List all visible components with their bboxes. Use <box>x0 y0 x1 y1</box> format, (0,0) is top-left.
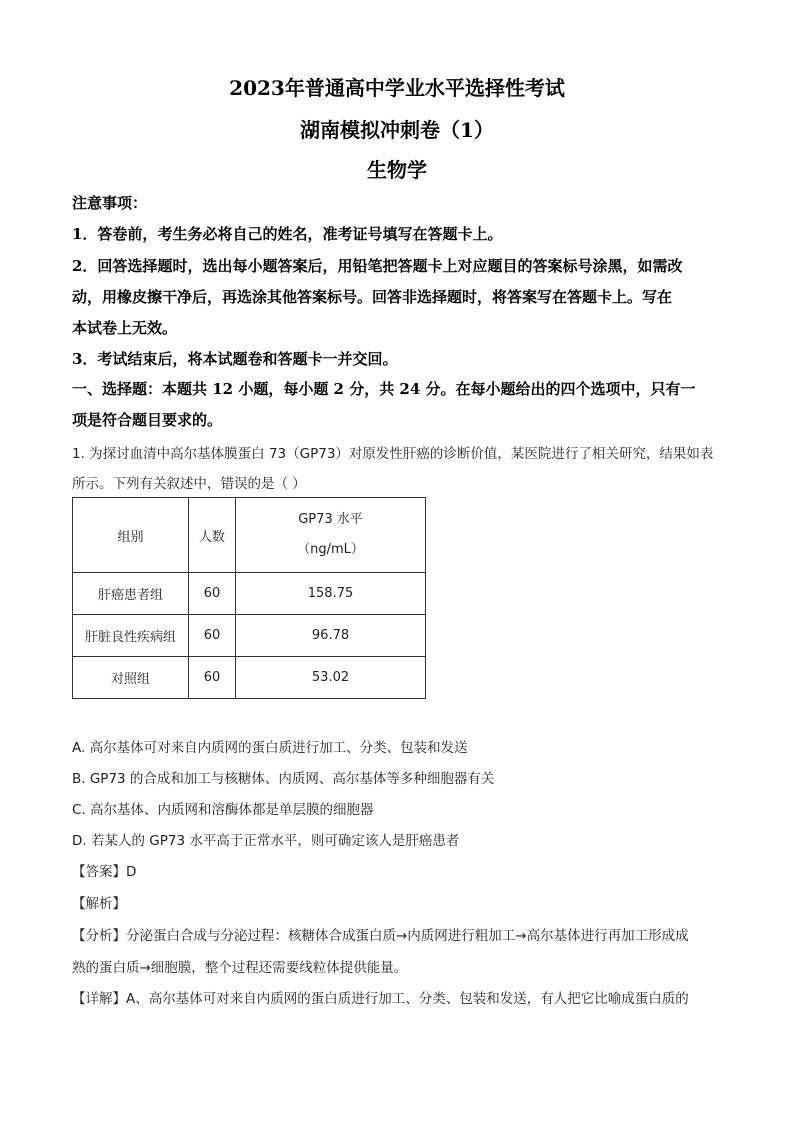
notes-item-2-line2: 动，用橡皮擦干净后，再选涂其他答案标号。回答非选择题时，将答案写在答题卡上。写在 <box>72 288 673 306</box>
question-stem-line1: 1. 为探讨血清中高尔基体膜蛋白 73（GP73）对原发性肝癌的诊断价值，某医院进行了相关研究，结果如表 <box>72 446 714 462</box>
header-count: 人数 <box>189 498 236 573</box>
table-row <box>73 615 426 657</box>
table-row <box>73 657 426 699</box>
table-cell: 肝癌患者组 <box>73 573 189 615</box>
header-gp73-unit: （ng/mL） <box>297 542 364 557</box>
option-b: B. GP73 的合成和加工与核糖体、内质网、高尔基体等多种细胞器有关 <box>72 771 495 787</box>
analysis-line1: 【分析】分泌蛋白合成与分泌过程：核糖体合成蛋白质→内质网进行粗加工→高尔基体进行再加工形成成 <box>72 928 689 944</box>
table-cell: 96.78 <box>236 615 426 657</box>
table-cell: 对照组 <box>73 657 189 699</box>
question-stem-line2: 所示。下列有关叙述中，错误的是（ ） <box>72 476 306 492</box>
header-gp73 <box>236 498 426 573</box>
analysis-line2: 熟的蛋白质→细胞膜，整个过程还需要线粒体提供能量。 <box>72 960 408 976</box>
table-cell: 肝脏良性疾病组 <box>73 615 189 657</box>
notes-item-2-line3: 本试卷上无效。 <box>72 319 178 337</box>
section-heading-line1: 一、选择题：本题共 12 小题，每小题 2 分，共 24 分。在每小题给出的四个选项中，只有一 <box>72 380 696 398</box>
table-row <box>73 573 426 615</box>
subject-title: 生物学 <box>367 158 427 182</box>
analysis-heading: 【解析】 <box>72 896 126 912</box>
table-header-row <box>73 498 426 573</box>
exam-title: 2023年普通高中学业水平选择性考试 <box>229 76 565 100</box>
option-c: C. 高尔基体、内质网和溶酶体都是单层膜的细胞器 <box>72 802 374 818</box>
data-table <box>72 497 426 699</box>
notes-item-2-line1: 2．回答选择题时，选出每小题答案后，用铅笔把答题卡上对应题目的答案标号涂黑，如需改 <box>72 257 683 275</box>
option-a: A. 高尔基体可对来自内质网的蛋白质进行加工、分类、包装和发送 <box>72 740 468 756</box>
section-heading-line2: 项是符合题目要求的。 <box>72 411 223 429</box>
table-cell: 60 <box>189 573 236 615</box>
detail-line1: 【详解】A、高尔基体可对来自内质网的蛋白质进行加工、分类、包装和发送，有人把它比喻成蛋白质的 <box>72 991 689 1007</box>
table-cell: 53.02 <box>236 657 426 699</box>
notes-heading: 注意事项： <box>72 194 148 212</box>
notes-item-1: 1．答卷前，考生务必将自己的姓名，准考证号填写在答题卡上。 <box>72 225 503 243</box>
table-cell: 158.75 <box>236 573 426 615</box>
answer-label: 【答案】D <box>72 864 137 880</box>
table-cell: 60 <box>189 657 236 699</box>
header-group: 组别 <box>73 498 189 573</box>
header-gp73-label: GP73 水平 <box>298 512 363 527</box>
notes-item-3: 3．考试结束后，将本试题卷和答题卡一并交回。 <box>72 350 398 368</box>
table-cell: 60 <box>189 615 236 657</box>
exam-subtitle: 湖南模拟冲刺卷（1） <box>300 118 494 142</box>
option-d: D. 若某人的 GP73 水平高于正常水平，则可确定该人是肝癌患者 <box>72 833 460 849</box>
